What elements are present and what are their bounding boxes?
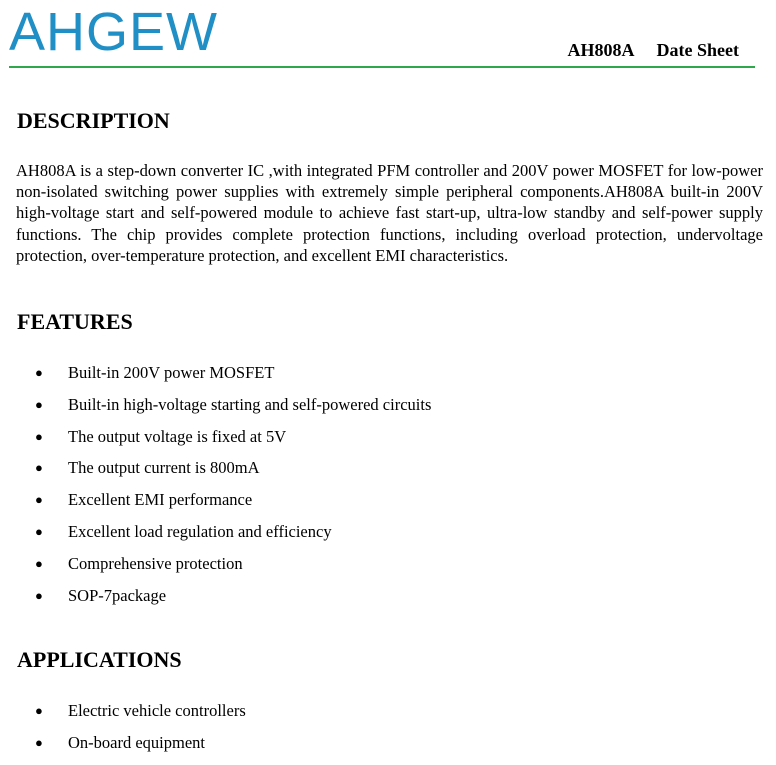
part-number: AH808A — [567, 40, 635, 60]
feature-text: Built-in high-voltage starting and self-powered circuits — [68, 394, 432, 414]
feature-text: Comprehensive protection — [68, 553, 243, 573]
bullet-icon: ● — [35, 734, 43, 750]
feature-text: The output voltage is fixed at 5V — [68, 426, 287, 446]
features-heading: FEATURES — [17, 309, 133, 334]
applications-heading: APPLICATIONS — [17, 647, 182, 672]
bullet-icon: ● — [35, 428, 43, 444]
bullet-icon: ● — [35, 523, 43, 539]
bullet-icon: ● — [35, 365, 43, 380]
company-logo: AHGEW — [9, 2, 219, 62]
bullet-icon: ● — [35, 460, 43, 476]
document-header-label — [568, 40, 739, 61]
feature-text: SOP-7package — [68, 585, 167, 605]
document-type: Date Sheet — [656, 40, 739, 60]
application-text: Electric vehicle controllers — [68, 701, 246, 720]
feature-text: Built-in 200V power MOSFET — [68, 363, 275, 382]
bullet-icon: ● — [35, 396, 43, 412]
application-text: On-board equipment — [68, 732, 206, 752]
feature-text: Excellent load regulation and efficiency — [68, 521, 332, 541]
bullet-icon: ● — [35, 492, 43, 508]
page-header — [0, 0, 776, 72]
description-heading: DESCRIPTION — [17, 108, 170, 133]
bullet-icon: ● — [35, 703, 43, 718]
feature-text: Excellent EMI performance — [68, 490, 253, 510]
header-divider — [9, 66, 755, 68]
bullet-icon: ● — [35, 555, 43, 571]
feature-text: The output current is 800mA — [68, 458, 260, 478]
bullet-icon: ● — [35, 587, 43, 603]
description-text: AH808A is a step-down converter IC ,with integrated PFM controller and 200V power MOSFET for low-power non-isolated switching power supplies with extremely simple peripheral components.AH808A built-in 200V high-voltage start and self-powered module to achieve fast start-up, ultra-low standby and self-power supply functions. The chip provides complete protection functions, including overload protection, undervoltage protection, over-temperature protection, and excellent EMI characteristics. — [16, 161, 763, 265]
